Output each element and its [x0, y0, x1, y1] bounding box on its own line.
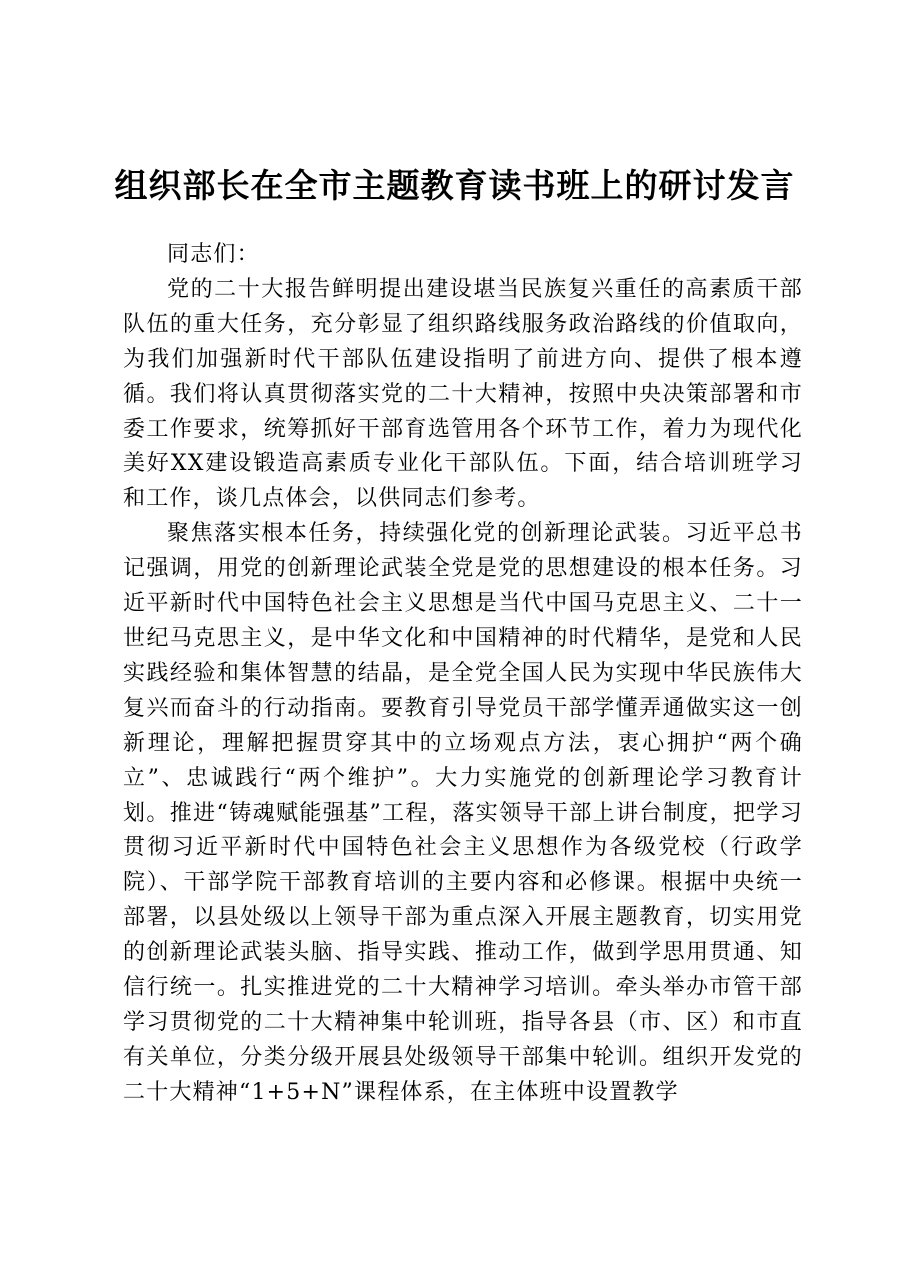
document-body — [123, 238, 803, 1111]
greeting: 同志们： — [167, 242, 260, 267]
paragraph-2: 聚焦落实根本任务，持续强化党的创新理论武装。习近平总书记强调，用党的创新理论武装全党是党的思想建设的根本任务。习近平新时代中国特色社会主义思想是当代中国马克思主义、二十一世纪马克思主义，是中华文化和中国精神的时代精华，是党和人民实践经验和集体智慧的结晶，是全党全国人民为实现中华民族伟大复兴而奋斗的行动指南。要教育引导党员干部学懂弄通做实这一创新理论，理解把握贯穿其中的立场观点方法，衷心拥护“两个确立”、忠诚践行“两个维护”。大力实施党的创新理论学习教育计划。推进“铸魂赋能强基”工程，落实领导干部上讲台制度，把学习贯彻习近平新时代中国特色社会主义思想作为各级党校（行政学院）、干部学院干部教育培训的主要内容和必修课。根据中央统一部署，以县处级以上领导干部为重点深入开展主题教育，切实用党的创新理论武装头脑、指导实践、推动工作，做到学思用贯通、知信行统一。扎实推进党的二十大精神学习培训。牵头举办市管干部学习贯彻党的二十大精神集中轮训班，指导各县（市、区）和市直有关单位，分类分级开展县处级领导干部集中轮训。组织开发党的二十大精神“1+5+N”课程体系，在主体班中设置教学 — [123, 521, 803, 1105]
document-title: 组织部长在全市主题教育读书班上的研讨发言 — [114, 166, 795, 205]
paragraph-1: 党的二十大报告鲜明提出建设堪当民族复兴重任的高素质干部队伍的重大任务，充分彰显了组织路线服务政治路线的价值取向，为我们加强新时代干部队伍建设指明了前进方向、提供了根本遵循。我们将认真贯彻落实党的二十大精神，按照中央决策部署和市委工作要求，统筹抓好干部育选管用各个环节工作，着力为现代化美好XX建设锻造高素质专业化干部队伍。下面，结合培训班学习和工作，谈几点体会，以供同志们参考。 — [123, 276, 803, 512]
